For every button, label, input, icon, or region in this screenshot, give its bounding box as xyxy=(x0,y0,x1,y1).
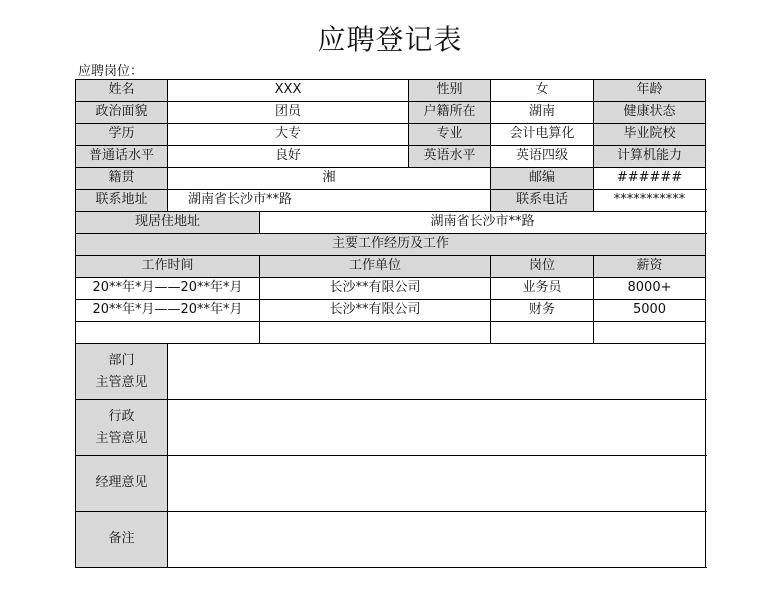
work-header-company: 工作单位 xyxy=(260,256,491,278)
row-current-address xyxy=(76,212,706,234)
address-label: 联系地址 xyxy=(76,190,168,212)
school-label: 毕业院校 xyxy=(594,124,706,146)
work-time[interactable]: 20**年*月——20**年*月 xyxy=(76,278,260,300)
education-value[interactable]: 大专 xyxy=(168,124,409,146)
work-company[interactable] xyxy=(260,322,491,344)
current-address-label: 现居住地址 xyxy=(76,212,260,234)
table-row xyxy=(76,322,706,344)
row-work-headers xyxy=(76,256,706,278)
work-salary[interactable] xyxy=(594,322,706,344)
mandarin-label: 普通话水平 xyxy=(76,146,168,168)
row-dept-opinion xyxy=(76,344,706,400)
work-header-post: 岗位 xyxy=(491,256,594,278)
gender-value[interactable]: 女 xyxy=(491,80,594,102)
current-address-value[interactable]: 湖南省长沙市**路 xyxy=(260,212,706,234)
dept-opinion-line2: 主管意见 xyxy=(95,374,148,390)
row-native xyxy=(76,168,706,190)
row-manager-opinion xyxy=(76,456,706,512)
political-value[interactable]: 团员 xyxy=(168,102,409,124)
hukou-label: 户籍所在 xyxy=(409,102,491,124)
major-label: 专业 xyxy=(409,124,491,146)
manager-opinion-field[interactable] xyxy=(168,456,706,512)
english-value[interactable]: 英语四级 xyxy=(491,146,594,168)
native-label: 籍贯 xyxy=(76,168,168,190)
table-row xyxy=(76,300,706,322)
dept-opinion-label xyxy=(76,344,168,400)
name-label: 姓名 xyxy=(76,80,168,102)
postcode-label: 邮编 xyxy=(491,168,594,190)
health-label: 健康状态 xyxy=(594,102,706,124)
dept-opinion-field[interactable] xyxy=(168,344,706,400)
dept-opinion-line1: 部门 xyxy=(108,352,135,368)
work-section-title: 主要工作经历及工作 xyxy=(76,234,706,256)
work-salary[interactable]: 8000+ xyxy=(594,278,706,300)
major-value[interactable]: 会计电算化 xyxy=(491,124,594,146)
age-label: 年龄 xyxy=(594,80,706,102)
position-label: 应聘岗位： xyxy=(78,64,144,79)
page-title: 应聘登记表 xyxy=(317,23,463,56)
address-value[interactable]: 湖南省长沙市**路 xyxy=(168,190,491,212)
work-post[interactable]: 财务 xyxy=(491,300,594,322)
work-post[interactable] xyxy=(491,322,594,344)
admin-opinion-label xyxy=(76,400,168,456)
row-work-section xyxy=(76,234,706,256)
education-label: 学历 xyxy=(76,124,168,146)
row-political xyxy=(76,102,706,124)
postcode-value[interactable]: ###### xyxy=(594,168,706,190)
work-time[interactable] xyxy=(76,322,260,344)
hukou-value[interactable]: 湖南 xyxy=(491,102,594,124)
registration-form xyxy=(75,79,706,568)
work-time[interactable]: 20**年*月——20**年*月 xyxy=(76,300,260,322)
row-education xyxy=(76,124,706,146)
work-header-time: 工作时间 xyxy=(76,256,260,278)
work-company[interactable]: 长沙**有限公司 xyxy=(260,300,491,322)
gender-label: 性别 xyxy=(409,80,491,102)
remarks-field[interactable] xyxy=(168,512,706,568)
row-name xyxy=(76,80,706,102)
phone-label: 联系电话 xyxy=(491,190,594,212)
computer-label: 计算机能力 xyxy=(594,146,706,168)
native-value[interactable]: 湘 xyxy=(168,168,491,190)
name-value[interactable]: XXX xyxy=(168,80,409,102)
political-label: 政治面貌 xyxy=(76,102,168,124)
english-label: 英语水平 xyxy=(409,146,491,168)
row-remarks xyxy=(76,512,706,568)
row-address xyxy=(76,190,706,212)
work-salary[interactable]: 5000 xyxy=(594,300,706,322)
row-mandarin xyxy=(76,146,706,168)
table-row xyxy=(76,278,706,300)
admin-opinion-line1: 行政 xyxy=(108,408,135,424)
phone-value[interactable]: *********** xyxy=(594,190,706,212)
row-admin-opinion xyxy=(76,400,706,456)
admin-opinion-line2: 主管意见 xyxy=(95,430,148,446)
manager-opinion-label: 经理意见 xyxy=(76,456,168,512)
work-post[interactable]: 业务员 xyxy=(491,278,594,300)
admin-opinion-field[interactable] xyxy=(168,400,706,456)
work-header-salary: 薪资 xyxy=(594,256,706,278)
mandarin-value[interactable]: 良好 xyxy=(168,146,409,168)
remarks-label: 备注 xyxy=(76,512,168,568)
work-company[interactable]: 长沙**有限公司 xyxy=(260,278,491,300)
